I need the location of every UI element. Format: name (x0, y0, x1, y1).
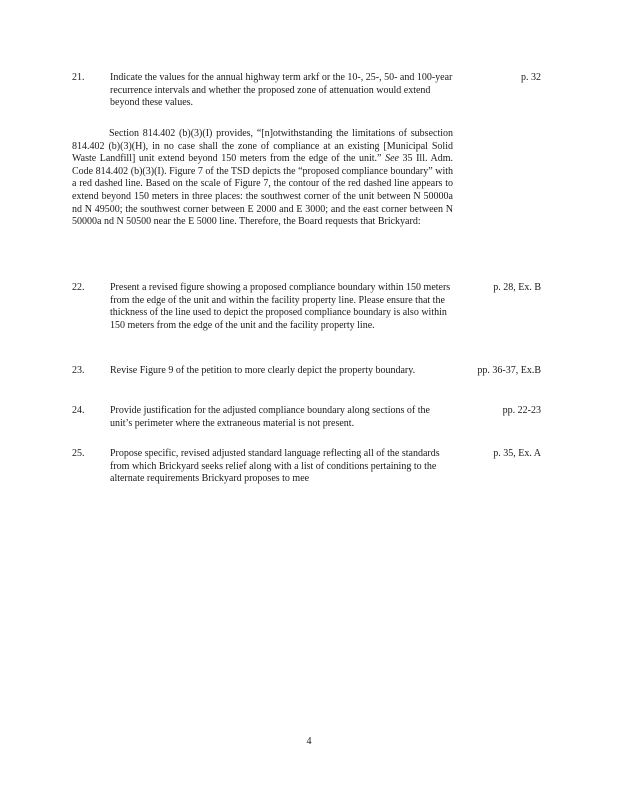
item-text: Revise Figure 9 of the petition to more clearly depict the property boundary. (110, 365, 416, 376)
item-number: 21. (72, 72, 85, 83)
see-citation: See (385, 153, 399, 165)
item-reference: p. 32 (521, 72, 541, 83)
item-reference: p. 28, Ex. B (493, 282, 541, 293)
item-number: 25. (72, 448, 85, 459)
item-reference: pp. 36-37, Ex.B (477, 365, 541, 376)
item-reference: pp. 22-23 (502, 405, 541, 416)
item-text: Propose specific, revised adjusted standard language reflecting all of the standards from which Brickyard seeks relief along with a list of conditions pertaining to the alternate requirements Brickyard proposes to mee (110, 448, 440, 485)
item-text: Indicate the values for the annual highway term arkf or the 10-, 25-, 50- and 100-year recurrence intervals and whether the proposed zone of attenuation would extend beyond these values. (110, 72, 453, 109)
paragraph-text-part2: 35 Ill. Adm. Code 814.402 (b)(3)(I). Figure 7 of the TSD depicts the “proposed compliance boundary” with a red dashed line. Based on the scale of Figure 7, the contour of the red dashed line appears to extend beyond 150 meters in three places: the southwest corner of the unit between N 50000a nd N 49500; the southwest corner between E 2000 and E 3000; and the east corner between N 50000a nd N 50500 near the E 5000 line. Therefore, the Board requests that Brickyard: (72, 153, 454, 228)
item-text: Present a revised figure showing a proposed compliance boundary within 150 meters from the edge of the unit and within the facility property line. Please ensure that the thickness of the line used to depict the proposed compliance boundary is also within 150 meters from the edge of the unit and the facility property line. (110, 282, 451, 331)
item-reference: p. 35, Ex. A (493, 448, 541, 459)
item-text: Provide justification for the adjusted compliance boundary along sections of the unit’s perimeter where the extraneous material is not present. (110, 405, 430, 429)
item-number: 22. (72, 282, 85, 293)
item-number: 23. (72, 365, 85, 376)
page-number: 4 (306, 736, 312, 747)
item-number: 24. (72, 405, 85, 416)
paragraph-text-part1: Section 814.402 (b)(3)(I) provides, “[n]otwithstanding the limitations of subsection 814.402 (b)(3)(H), in no case shall the zone of compliance at an existing [Municipal Solid Waste Landfill] unit extend beyond 150 meters from the edge of the unit.” (72, 128, 453, 165)
section-paragraph (72, 128, 453, 229)
